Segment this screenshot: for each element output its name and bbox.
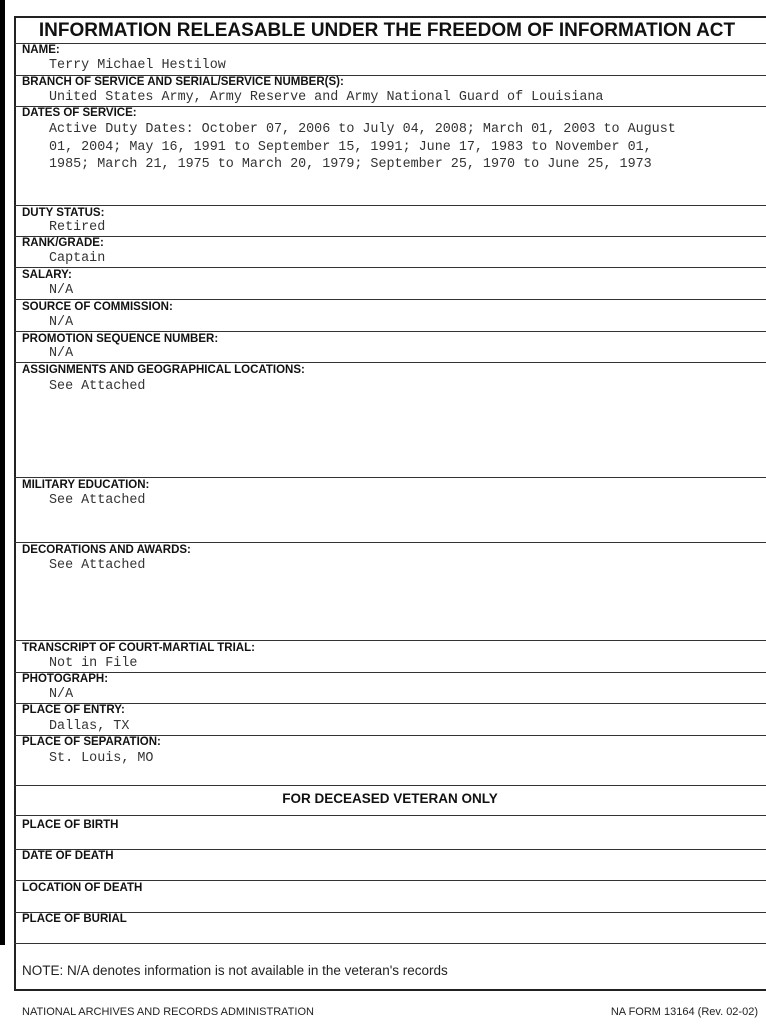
name-label: NAME: — [22, 44, 60, 56]
education-value: See Attached — [49, 493, 146, 508]
divider — [14, 267, 766, 268]
commission-value: N/A — [49, 315, 74, 330]
divider — [14, 849, 766, 850]
divider — [14, 331, 766, 332]
divider — [14, 299, 766, 300]
place-of-burial-label: PLACE OF BURIAL — [22, 913, 127, 925]
divider — [14, 477, 766, 478]
rank-label: RANK/GRADE: — [22, 237, 104, 249]
court-martial-label: TRANSCRIPT OF COURT-MARTIAL TRIAL: — [22, 642, 255, 654]
salary-value: N/A — [49, 283, 74, 298]
dates-line: Active Duty Dates: October 07, 2006 to July 04, 2008; March 01, 2003 to August — [49, 122, 676, 137]
commission-label: SOURCE OF COMMISSION: — [22, 301, 173, 313]
divider — [14, 362, 766, 363]
duty-status-label: DUTY STATUS: — [22, 207, 105, 219]
rank-value: Captain — [49, 251, 106, 266]
form-title: INFORMATION RELEASABLE UNDER THE FREEDOM OF INFORMATION ACT — [38, 20, 736, 41]
footer-form-number: NA FORM 13164 (Rev. 02-02) — [610, 1006, 758, 1018]
decorations-label: DECORATIONS AND AWARDS: — [22, 544, 191, 556]
dates-line: 01, 2004; May 16, 1991 to September 15, 1991; June 17, 1983 to November 01, — [49, 139, 652, 155]
court-martial-value: Not in File — [49, 656, 138, 671]
divider — [14, 880, 766, 881]
assignments-value: See Attached — [49, 379, 146, 394]
place-separation-value: St. Louis, MO — [49, 751, 154, 766]
divider — [14, 943, 766, 944]
place-of-birth-label: PLACE OF BIRTH — [22, 819, 119, 831]
divider — [14, 205, 766, 206]
dates-value — [49, 121, 676, 174]
divider — [14, 785, 766, 786]
decorations-value: See Attached — [49, 558, 146, 573]
location-of-death-label: LOCATION OF DEATH — [22, 882, 143, 894]
place-entry-label: PLACE OF ENTRY: — [22, 704, 125, 716]
footer-agency: NATIONAL ARCHIVES AND RECORDS ADMINISTRATION — [22, 1006, 314, 1018]
branch-value: United States Army, Army Reserve and Army National Guard of Louisiana — [49, 90, 604, 105]
photograph-value: N/A — [49, 687, 74, 702]
assignments-label: ASSIGNMENTS AND GEOGRAPHICAL LOCATIONS: — [22, 364, 305, 376]
branch-label: BRANCH OF SERVICE AND SERIAL/SERVICE NUMBER(S): — [22, 76, 344, 88]
divider — [14, 43, 766, 44]
salary-label: SALARY: — [22, 269, 72, 281]
promotion-label: PROMOTION SEQUENCE NUMBER: — [22, 333, 219, 345]
duty-status-value: Retired — [49, 220, 106, 235]
divider — [14, 912, 766, 913]
deceased-header: FOR DECEASED VETERAN ONLY — [282, 791, 498, 806]
promotion-value: N/A — [49, 346, 74, 361]
scan-edge — [0, 0, 5, 945]
divider — [14, 542, 766, 543]
place-entry-value: Dallas, TX — [49, 719, 130, 734]
place-separation-label: PLACE OF SEPARATION: — [22, 736, 161, 748]
dates-line: 1985; March 21, 1975 to March 20, 1979; September 25, 1970 to June 25, 1973 — [49, 157, 652, 172]
divider — [14, 672, 766, 673]
education-label: MILITARY EDUCATION: — [22, 479, 150, 491]
note-text: NOTE: N/A denotes information is not available in the veteran's records — [22, 963, 448, 978]
photograph-label: PHOTOGRAPH: — [22, 673, 109, 685]
divider — [14, 815, 766, 816]
name-value: Terry Michael Hestilow — [49, 58, 226, 73]
divider — [14, 236, 766, 237]
divider — [14, 640, 766, 641]
date-of-death-label: DATE OF DEATH — [22, 850, 114, 862]
divider — [14, 703, 766, 704]
dates-label: DATES OF SERVICE: — [22, 107, 137, 119]
